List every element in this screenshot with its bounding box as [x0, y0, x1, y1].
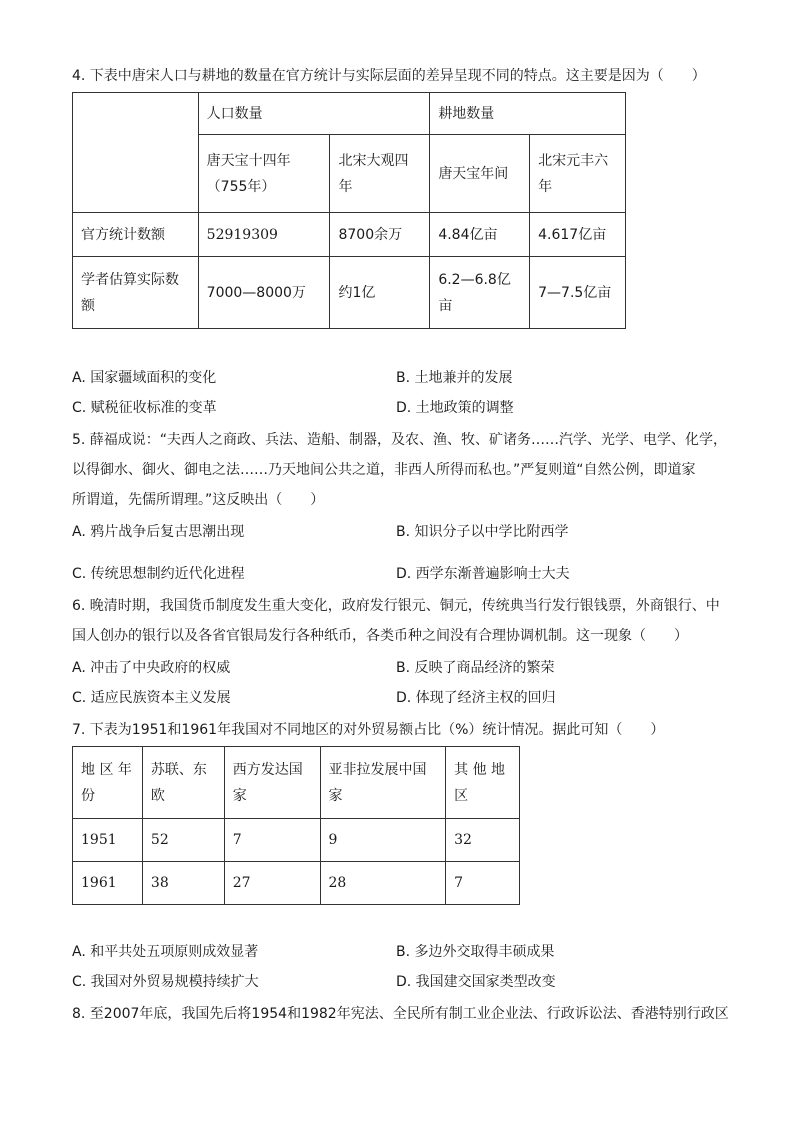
q4-option-a[interactable]: A. 国家疆域面积的变化: [72, 370, 217, 386]
q6-option-a[interactable]: A. 冲击了中央政府的权威: [72, 660, 231, 676]
q7-option-c[interactable]: C. 我国对外贸易规模持续扩大: [72, 974, 259, 990]
q7-cell: 7: [446, 862, 520, 905]
q4-cell: 52919309: [198, 213, 330, 257]
q7-cell: 28: [320, 862, 446, 905]
q7-cell: 9: [320, 819, 446, 862]
q4-table-corner: [73, 93, 199, 213]
q7-cell: 38: [142, 862, 224, 905]
q4-subheader-song-daguan: 北宋大观四 年: [330, 135, 430, 213]
q7-header-developing: 亚非拉发展中国 家: [320, 747, 446, 819]
q4-cell: 6.2—6.8亿 亩: [430, 257, 530, 329]
q4-table: [72, 92, 626, 329]
q7-header-western: 西方发达国 家: [224, 747, 320, 819]
q7-cell: 7: [224, 819, 320, 862]
q5-option-d[interactable]: D. 西学东渐普遍影响士大夫: [396, 566, 570, 582]
q4-option-d[interactable]: D. 土地政策的调整: [396, 400, 514, 416]
q7-cell: 1951: [73, 819, 143, 862]
q6-option-b[interactable]: B. 反映了商品经济的繁荣: [396, 660, 555, 676]
q4-cell: 4.617亿亩: [530, 213, 626, 257]
table-row: [73, 862, 520, 905]
q7-header-region-year: 地 区 年 份: [73, 747, 143, 819]
q4-option-b[interactable]: B. 土地兼并的发展: [396, 370, 513, 386]
q4-header-farmland: 耕地数量: [430, 93, 626, 135]
q4-cell: 约1亿: [330, 257, 430, 329]
q4-row-official-label: 官方统计数额: [73, 213, 199, 257]
q4-subheader-tang-755: 唐天宝十四年 （755年）: [198, 135, 330, 213]
question-6-stem-line-1: 6. 晚清时期，我国货币制度发生重大变化，政府发行银元、铜元，传统典当行发行银钱票，外商银行、中: [72, 598, 720, 614]
q7-option-a[interactable]: A. 和平共处五项原则成效显著: [72, 944, 259, 960]
q6-option-d[interactable]: D. 体现了经济主权的回归: [396, 690, 556, 706]
question-6-stem-line-2: 国人创办的银行以及各省官银局发行各种纸币，各类币种之间没有合理协调机制。这一现象（ ）: [72, 628, 688, 644]
question-5-stem-line-1: 5. 薛福成说：“夫西人之商政、兵法、造船、制器，及农、渔、牧、矿诸务……汽学、光学、电学、化学，: [72, 432, 728, 448]
q7-option-b[interactable]: B. 多边外交取得丰硕成果: [396, 944, 555, 960]
question-7-stem: 7. 下表为1951和1961年我国对不同地区的对外贸易额占比（%）统计情况。据此可知（ ）: [72, 722, 665, 738]
question-5-stem-line-2: 以得御水、御火、御电之法……乃天地间公共之道，非西人所得而私也。”严复则道“自然公例，即道家: [72, 462, 696, 478]
question-4-stem: 4. 下表中唐宋人口与耕地的数量在官方统计与实际层面的差异呈现不同的特点。这主要是因为（ ）: [72, 68, 706, 84]
q5-option-a[interactable]: A. 鸦片战争后复古思潮出现: [72, 524, 245, 540]
q5-option-b[interactable]: B. 知识分子以中学比附西学: [396, 524, 569, 540]
q7-table: [72, 746, 520, 905]
question-5-stem-line-3: 所谓道，先儒所谓理。”这反映出（ ）: [72, 492, 325, 508]
q7-cell: 32: [446, 819, 520, 862]
q5-option-c[interactable]: C. 传统思想制约近代化进程: [72, 566, 245, 582]
table-row: [73, 819, 520, 862]
q6-option-c[interactable]: C. 适应民族资本主义发展: [72, 690, 231, 706]
q4-cell: 7—7.5亿亩: [530, 257, 626, 329]
q4-subheader-song-yuanfeng: 北宋元丰六 年: [530, 135, 626, 213]
q4-header-population: 人口数量: [198, 93, 430, 135]
q4-option-c[interactable]: C. 赋税征收标准的变革: [72, 400, 217, 416]
q4-cell: 4.84亿亩: [430, 213, 530, 257]
q4-cell: 8700余万: [330, 213, 430, 257]
q7-header-other: 其 他 地 区: [446, 747, 520, 819]
q4-subheader-tang-tianbao: 唐天宝年间: [430, 135, 530, 213]
q7-cell: 1961: [73, 862, 143, 905]
q4-row-estimate-label: 学者估算实际数 额: [73, 257, 199, 329]
question-8-stem: 8. 至2007年底，我国先后将1954和1982年宪法、全民所有制工业企业法、行政诉讼法、香港特别行政区: [72, 1006, 729, 1022]
q7-option-d[interactable]: D. 我国建交国家类型改变: [396, 974, 556, 990]
q7-header-ussr: 苏联、东欧: [142, 747, 224, 819]
q4-cell: 7000—8000万: [198, 257, 330, 329]
q7-cell: 52: [142, 819, 224, 862]
q7-cell: 27: [224, 862, 320, 905]
